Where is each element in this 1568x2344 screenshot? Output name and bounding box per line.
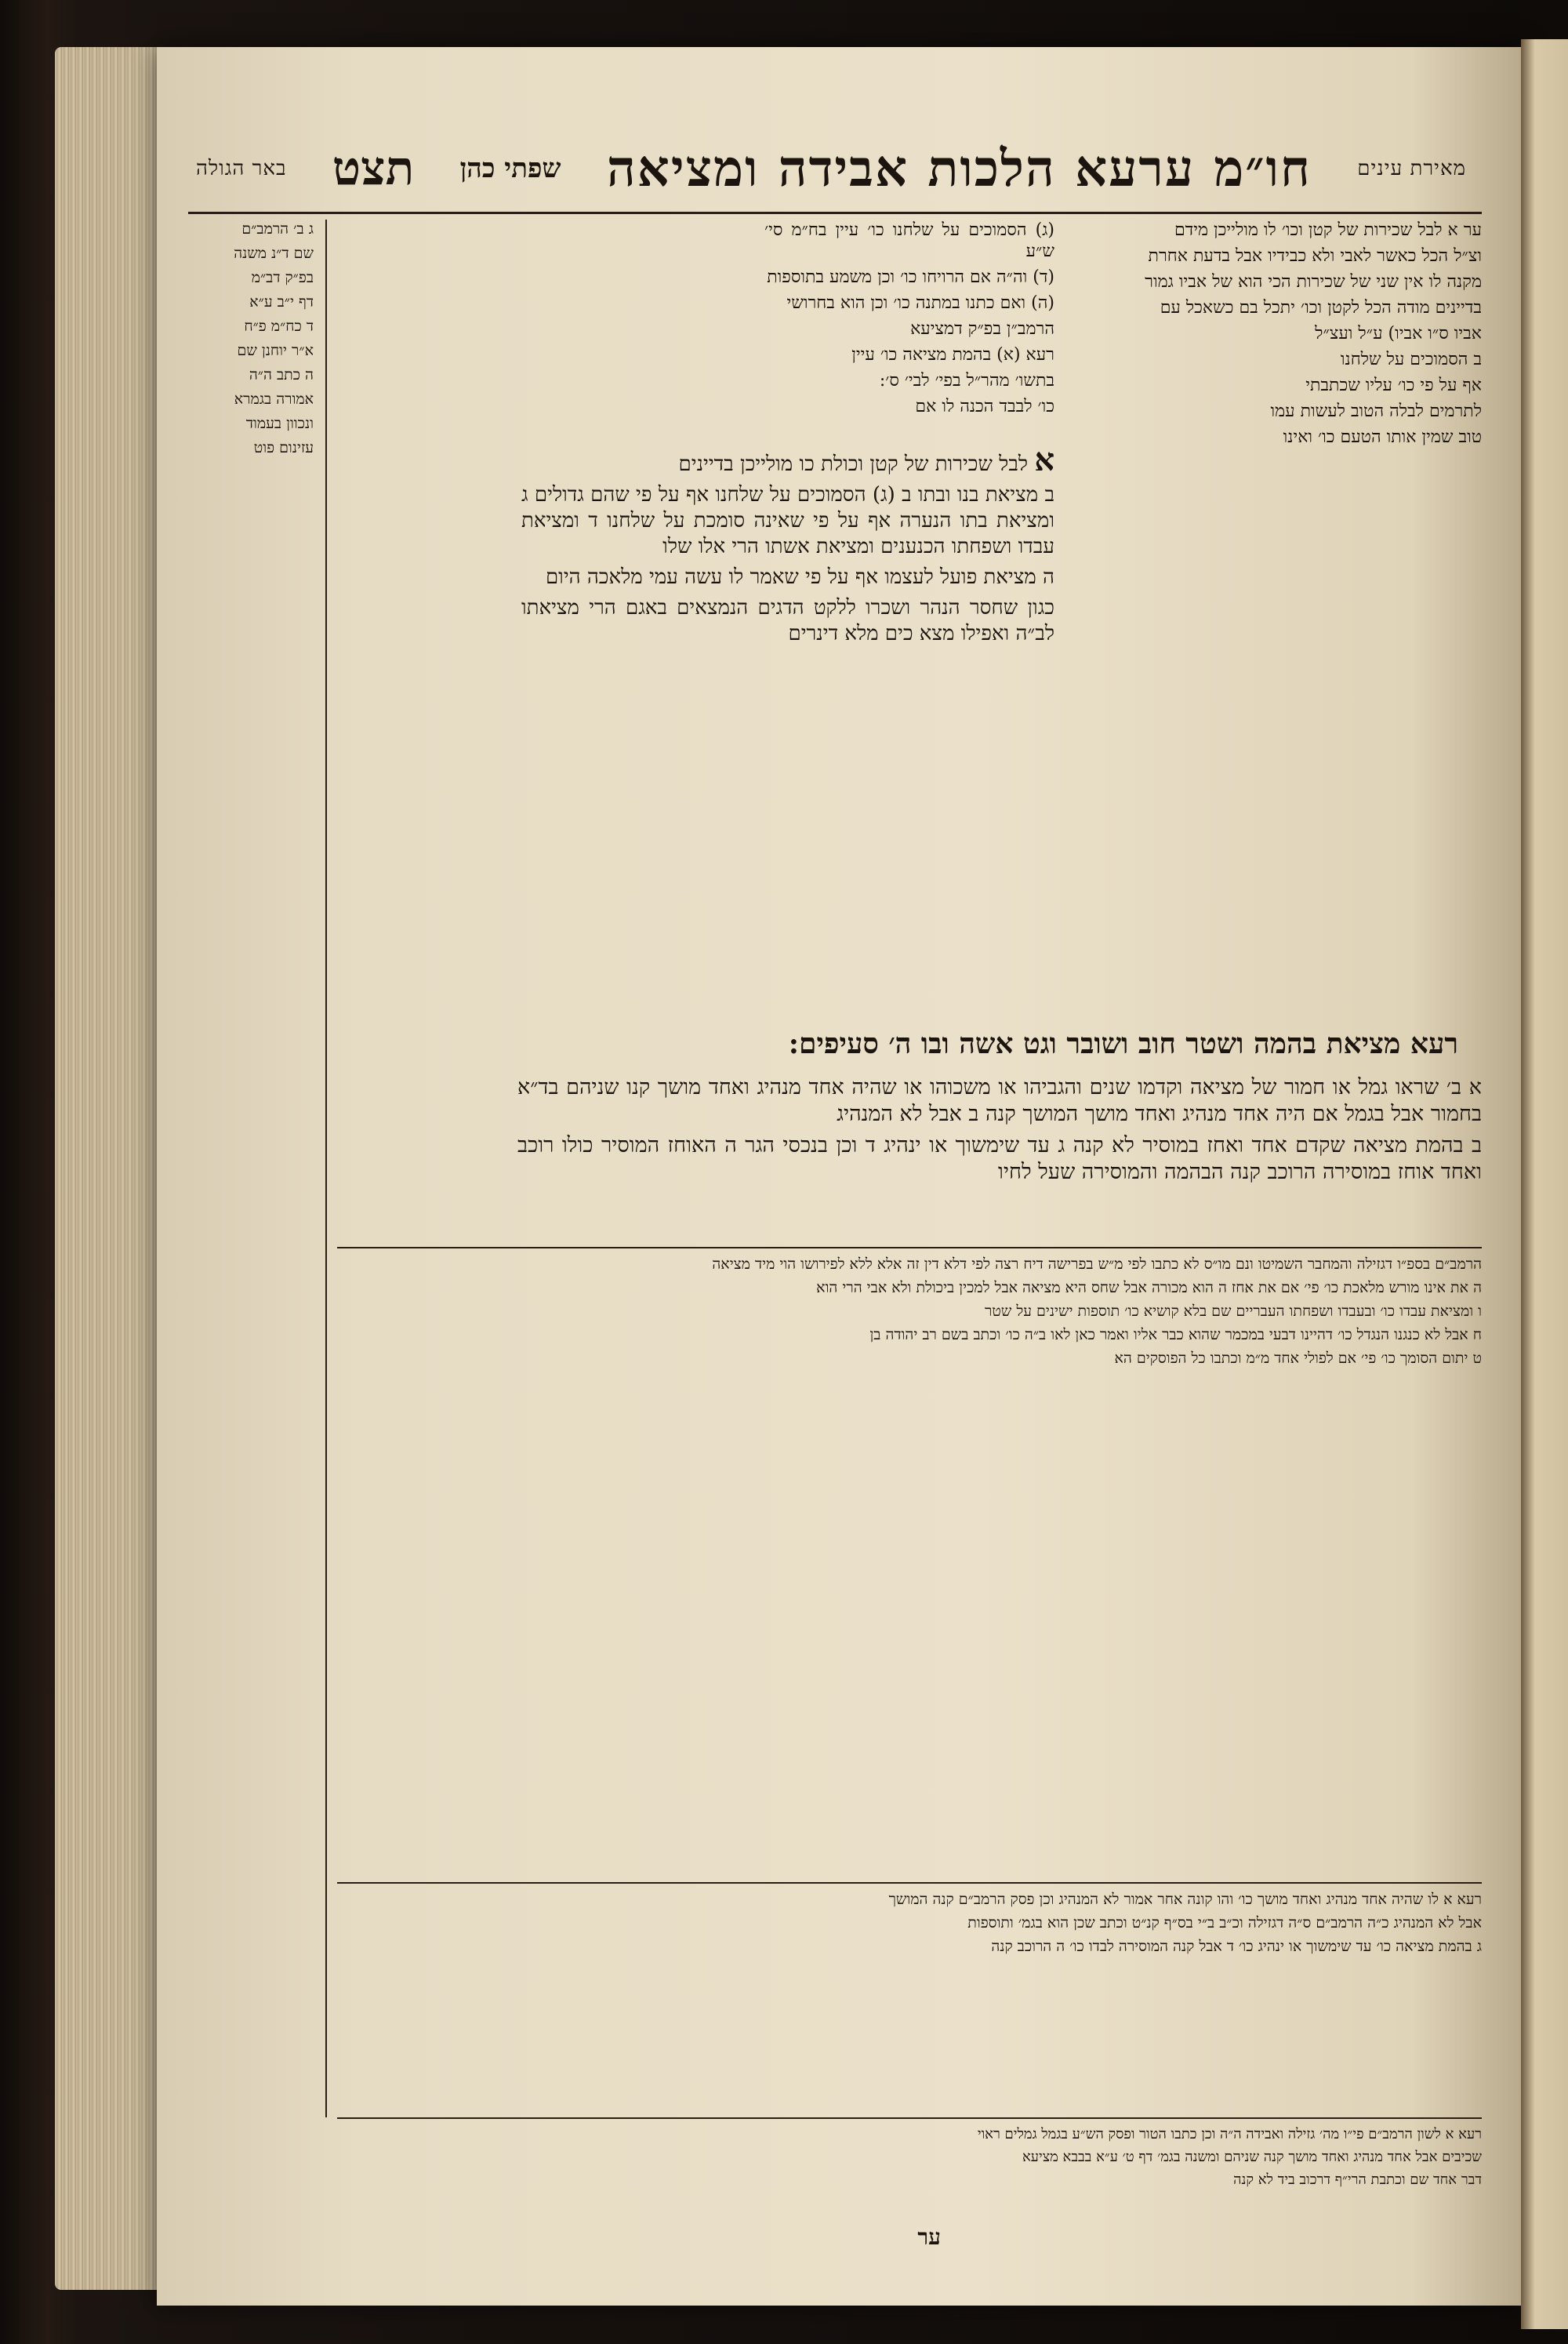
header-left-corner: באר הגולה <box>196 157 287 180</box>
section-text <box>517 1074 1482 1190</box>
commentary-line: וצ״ל הכל כאשר לאבי ולא כבידיו אבל בדעת אחרת <box>1148 246 1482 266</box>
commentary-line: רעא (א) בהמת מציאה כו׳ עיין <box>851 345 1054 365</box>
header-subtitle: שפתי כהן <box>459 153 561 184</box>
margin-note: ונכוון בעמוד <box>245 415 314 432</box>
header-rule <box>188 212 1482 214</box>
margin-divider <box>325 220 327 2117</box>
folio-number: תצט <box>332 141 415 196</box>
commentary-line: (ה) ואם כתנו במתנה כו׳ וכן הוא בחרושי <box>786 293 1054 313</box>
section-letter: א <box>1034 442 1054 478</box>
commentary-line: ב הסמוכים על שלחנו <box>1340 350 1482 369</box>
commentary-paragraph: רעא א לו שהיה אחד מנהיג ואחד מושך כו׳ והו קונה אחר אמור לא המנהיג וכן פסק הרמב״ם קנה המושך <box>888 1891 1482 1908</box>
main-text-paragraph: ב מציאת בנו ובתו ב (ג) הסמוכים על שלחנו אף על פי שהם גדולים ג ומציאת בתו הנערה אף על פי שאינה סומכת על שלחנו ד ומציאת עבדו ושפחתו הכנענים ומציאת אשתו הרי אלו שלו <box>521 483 1054 558</box>
commentary-paragraph: אבל לא המנהיג כ״ה הרמב״ם ס״ה דגזילה וכ״ב ב״י בס״ף קנ״ט וכתב שכן הוא בגמ׳ ותוספות <box>967 1914 1482 1932</box>
commentary-paragraph: ח אבל לא כנגנו הנגדל כו׳ דהיינו דבעי במכמר שהוא כבר אליו ואמר כאן לאו ב״ה כו׳ וכתב בשם רב יהודה בן <box>869 1326 1482 1343</box>
page-title: חו״מ ערעא הלכות אבידה ומציאה <box>606 139 1312 198</box>
commentary-middle-column <box>764 220 1054 422</box>
commentary-line: אביו ס״ו אביו) ע״ל ועצ״ל <box>1315 324 1482 343</box>
commentary-line: בתשו׳ מהר״ל בפי׳ לבי׳ ס׳: <box>879 371 1054 391</box>
section-paragraph: ב בהמת מציאה שקדם אחד ואחז במוסיר לא קנה ג עד שימשוך או ינהיג ד וכן בנכסי הגר ה האוחז המוסיר כולו רוכב ואחד אוחז במוסירה הרוכב קנה הבהמה והמוסירה שעל לחיו <box>517 1133 1482 1184</box>
main-text-line: לבל שכירות של קטן וכולת כו מולייכן בדיינים <box>678 452 1029 476</box>
footnote-paragraph: שכיבים אבל אחד מנהיג ואחד מושך קנה שניהם ומשנה בגמ׳ דף ט׳ ע״א בבבא מציעא <box>1022 2149 1482 2165</box>
margin-notes-column <box>188 220 314 463</box>
bottom-commentary <box>337 1890 1482 1961</box>
margin-note: בפ״ק דב״מ <box>251 269 314 286</box>
main-text-block <box>521 442 1054 652</box>
page-content <box>180 102 1490 2282</box>
commentary-line: ער א לבל שכירות של קטן וכו׳ לו מולייכן מידם <box>1174 220 1482 240</box>
margin-note: ג ב׳ הרמב״ם <box>241 220 314 238</box>
page-edges <box>55 47 172 2290</box>
main-text-paragraph: ה מציאת פועל לעצמו אף על פי שאמר לו עשה עמי מלאכה היום <box>545 565 1054 589</box>
commentary-paragraph: ג בהמת מציאה כו׳ עד שימשוך או ינהיג כו׳ ד אבל קנה המוסירה לבדו כו׳ ה הרוכב קנה <box>991 1938 1482 1955</box>
lower-commentary <box>337 1255 1482 1372</box>
footnote-paragraph: דבר אחד שם וכתבת הרי״ף דרכוב ביד לא קנה <box>1233 2171 1482 2188</box>
commentary-divider <box>337 1247 1482 1248</box>
commentary-line: (ד) וה״ה אם הרויחו כו׳ וכן משמע בתוספות <box>767 267 1054 287</box>
commentary-line: לתרמים לבלה הטוב לעשות עמו <box>1270 402 1482 421</box>
margin-note: ה כתב ה״ה <box>249 366 314 383</box>
commentary-paragraph: ו ומציאת עבדו כו׳ ובעבדו ושפחתו העבריים שם בלא קושיא כו׳ תוספות ישינים על שטר <box>985 1303 1482 1320</box>
catchword: ער <box>917 2224 941 2250</box>
commentary-right-column <box>1074 220 1482 452</box>
commentary-line: טוב שמין אותו הטעם כו׳ ואינו <box>1283 427 1482 447</box>
commentary-line: אף על פי כו׳ עליו שכתבתי <box>1305 376 1482 395</box>
margin-note: עזינום פוט <box>253 439 314 456</box>
section-heading: רעא מציאת בהמה ושטר חוב ושובר וגט אשה ובו ה׳ סעיפים: <box>788 1027 1458 1060</box>
commentary-line: כו׳ לבבד הכנה לו אם <box>915 397 1054 416</box>
commentary-line: הרמב״ן בפ״ק דמציעא <box>910 319 1054 339</box>
margin-note: שם ד״נ משנה <box>234 245 314 262</box>
commentary-paragraph: הרמב״ם בספ״ו דגזילה והמחבר השמיטו ונם מו״ס לא כתבו לפי מ״ש בפרישה דיח רצה לפי דלא דין זה אלא ללא לפירושו הוי מיד מציאה <box>712 1256 1482 1273</box>
margin-note: אמורה בגמרא <box>234 391 314 408</box>
commentary-paragraph: ט יתום הסומך כו׳ פי׳ אם לפולי אחד מ״מ וכתבו כל הפוסקים הא <box>1114 1350 1482 1367</box>
main-text-paragraph: כגון שחסר הנהר ושכרו ללקט הדגים הנמצאים באגם הרי מציאתו לב״ה ואפילו מצא כים מלא דינרים <box>521 596 1054 645</box>
commentary-line: (ג) הסמוכים על שלחנו כו׳ עיין בח״מ סי׳ ש״ע <box>764 220 1054 261</box>
margin-note: ד כח״מ פ״ח <box>244 318 314 335</box>
commentary-divider <box>337 2117 1482 2119</box>
running-header <box>196 125 1466 212</box>
footnote-paragraph: רעא א לשון הרמב״ם פי״ו מה׳ גזילה ואבידה ה״ה וכן כתבו הטור ופסק הש״ע בגמל גמלים ראוי <box>977 2126 1482 2142</box>
commentary-divider <box>337 1882 1482 1884</box>
commentary-line: מקנה לו אין שני של שכירות הכי הוא של אביו גמור <box>1145 272 1482 292</box>
commentary-line: בדיינים מודה הכל לקטן וכו׳ יתכל בם כשאכל עם <box>1160 298 1482 318</box>
facing-page-edge <box>1521 39 1568 2329</box>
footnotes <box>337 2125 1482 2193</box>
commentary-paragraph: ה את אינו מורש מלאכת כו׳ פי׳ אם את אחז ה הוא מכורה אבל שחס היא מציאה אבל למכין ביכולת ולא אבי הרי הוא <box>816 1279 1482 1296</box>
section-paragraph: א ב׳ שראו גמל או חמור של מציאה וקדמו שנים והגביהו או משכוהו או שהיה אחד מנהיג ואחד מושך קנו שניהם בד״א בחמור אבל בגמל אם היה אחד מנהיג ואחד מושך המושך קנה ב אבל לא המנהיג <box>517 1075 1482 1126</box>
header-right-corner: מאירת עינים <box>1357 157 1466 180</box>
margin-note: דף י״ב ע״א <box>249 293 314 311</box>
margin-note: א״ר יוחנן שם <box>237 342 314 359</box>
